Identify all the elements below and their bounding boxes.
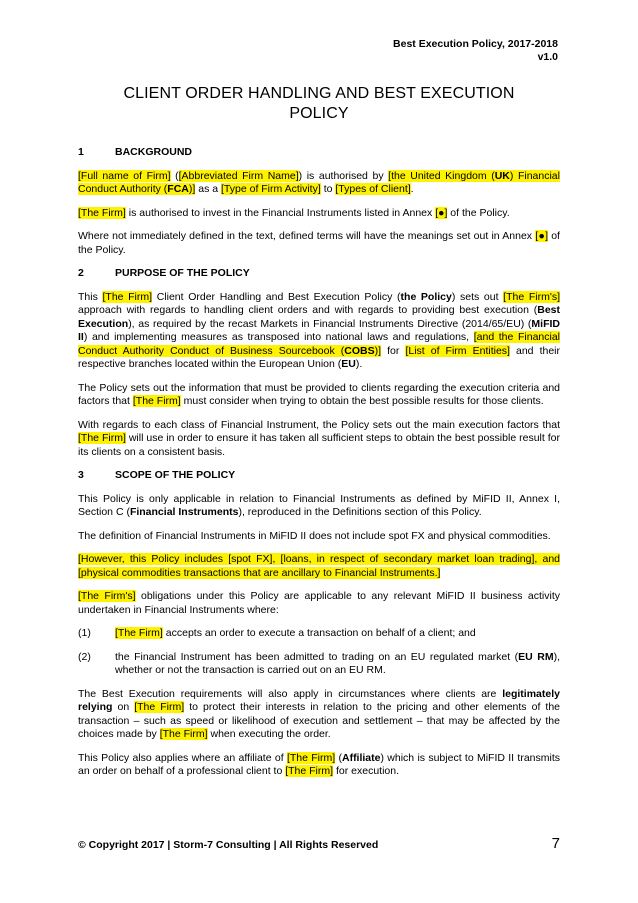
running-header [393, 38, 558, 64]
paragraph: With regards to each class of Financial Instrument, the Policy sets out the main execution factors that [The Firm] will use in order to ensure it has taken all sufficient steps to obtain the best possible result for its clients on a consistent basis. [78, 418, 560, 458]
placeholder-highlight: [Full name of Firm] [78, 169, 171, 182]
list-item-text: the Financial Instrument has been admitted to trading on an EU regulated market (EU RM), whether or not the transaction is carried out on an EU RM. [115, 650, 560, 676]
section-title: BACKGROUND [115, 146, 192, 158]
paragraph: This [The Firm] Client Order Handling and Best Execution Policy (the Policy) sets out [The Firm's] approach with regards to handling client orders and with regards to providing best execution (Best Execution), as required by the recast Markets in Financial Instruments Directive (2014/65/EU) (MiFID II) and implementing measures as transposed into national laws and regulations, [and the Financial Conduct Authority Conduct of Business Sourcebook (COBS)] for [List of Firm Entities] and their respective branches located within the European Union (EU). [78, 290, 561, 370]
title-line-2: POLICY [289, 105, 349, 122]
document-body [78, 146, 560, 789]
paragraph [78, 553, 560, 580]
document-title [78, 84, 560, 124]
placeholder-highlight: [List of Firm Entities] [405, 344, 510, 357]
copyright-notice: © Copyright 2017 | Storm-7 Consulting | All Rights Reserved [78, 839, 379, 851]
list-item-number: (2) [78, 650, 91, 663]
placeholder-highlight: [Type of Firm Activity] [221, 183, 321, 195]
placeholder-highlight: [The Firm] [115, 627, 163, 639]
list-item [78, 627, 560, 641]
placeholder-highlight: [the United Kingdom (UK) Financial Conduct Authority (FCA)] [78, 169, 560, 195]
paragraph: [The Firm's] obligations under this Policy are applicable to any relevant MiFID II business activity undertaken in Financial Instruments where: [78, 590, 560, 616]
list-item-text: [The Firm] accepts an order to execute a transaction on behalf of a client; and [115, 627, 476, 639]
list-item [78, 651, 560, 678]
section-heading-purpose [78, 267, 560, 281]
placeholder-highlight: [The Firm] [285, 765, 334, 777]
placeholder-highlight: [●] [535, 230, 549, 242]
placeholder-highlight: [●] [435, 206, 448, 219]
paragraph: The Best Execution requirements will also apply in circumstances where clients are legitimately relying on [The Firm] to protect their interests in relation to the pricing and other elements of the transaction – such as speed or likelihood of execution and settlement – that may be affected by the choices made by [The Firm] when executing the order. [78, 687, 560, 740]
section-title: PURPOSE OF THE POLICY [115, 267, 250, 279]
placeholder-highlight: [and the Financial Conduct Authority Conduct of Business Sourcebook (COBS)] [78, 331, 560, 357]
section-title: SCOPE OF THE POLICY [115, 469, 236, 481]
placeholder-highlight: [The Firm] [78, 206, 126, 219]
section-heading-scope [78, 469, 560, 483]
placeholder-highlight: [The Firm] [132, 395, 181, 407]
title-line-1: CLIENT ORDER HANDLING AND BEST EXECUTION [123, 85, 515, 102]
header-version: v1.0 [537, 51, 558, 63]
placeholder-highlight: [Types of Client] [335, 183, 411, 195]
page-number: 7 [551, 835, 560, 852]
paragraph: Where not immediately defined in the text, defined terms will have the meanings set out in Annex [●] of the Policy. [78, 230, 560, 256]
placeholder-highlight: [However, this Policy includes [spot FX], [loans, in respect of secondary market loan trading], and [physical commodities transactions that are ancillary to Financial Instruments.] [78, 553, 560, 579]
section-number: 1 [78, 146, 84, 158]
running-footer [78, 835, 560, 852]
placeholder-highlight: [The Firm] [102, 290, 153, 303]
placeholder-highlight: [The Firm] [159, 728, 208, 740]
paragraph: The Policy sets out the information that must be provided to clients regarding the execution criteria and factors that [The Firm] must consider when trying to obtain the best possible results for those clients. [78, 381, 560, 407]
placeholder-highlight: [Abbreviated Firm Name] [178, 169, 299, 182]
placeholder-highlight: [The Firm's] [503, 290, 560, 303]
paragraph: [The Firm] is authorised to invest in the Financial Instruments listed in Annex [●] of the Policy. [78, 206, 510, 219]
section-heading-background [78, 146, 560, 160]
section-number: 2 [78, 267, 84, 279]
header-title: Best Execution Policy, 2017-2018 [393, 38, 558, 50]
list-item-number: (1) [78, 627, 91, 639]
paragraph: The definition of Financial Instruments in MiFID II does not include spot FX and physical commodities. [78, 529, 551, 542]
placeholder-highlight: [The Firm] [78, 432, 126, 444]
section-number: 3 [78, 469, 84, 481]
paragraph: This Policy is only applicable in relation to Financial Instruments as defined by MiFID II, Annex I, Section C (Financial Instruments), reproduced in the Definitions section of this Policy. [78, 492, 560, 518]
placeholder-highlight: [The Firm] [134, 701, 185, 713]
paragraph: This Policy also applies where an affiliate of [The Firm] (Affiliate) which is subject to MiFID II transmits an order on behalf of a professional client to [The Firm] for execution. [78, 751, 560, 777]
placeholder-highlight: [The Firm's] [78, 590, 136, 602]
paragraph: [Full name of Firm] ([Abbreviated Firm Name]) is authorised by [the United Kingdom (UK) Financial Conduct Authority (FCA)] as a [Type of Firm Activity] to [Types of Client]. [78, 169, 560, 195]
placeholder-highlight: [The Firm] [286, 751, 336, 764]
